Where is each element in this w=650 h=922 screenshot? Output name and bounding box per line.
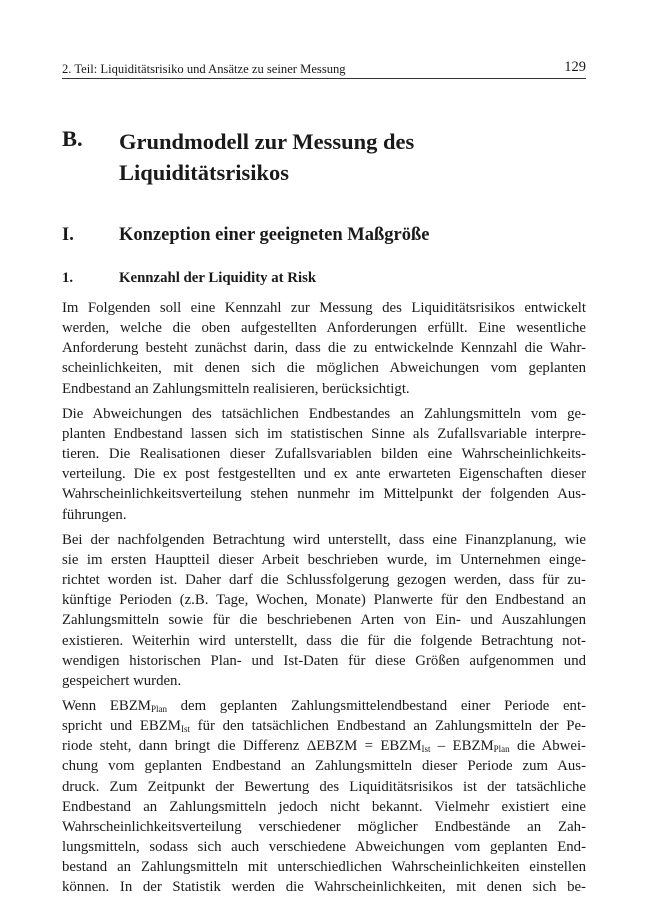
- text-run: dem geplanten Zahlungsmittelendbestand einer Periode ent-: [166, 697, 586, 714]
- text-line: Wahrscheinlichkeitsverteilung verschiedener möglicher Endbestände an Zah-: [62, 818, 586, 835]
- subsection-title: Kennzahl der Liquidity at Risk: [119, 270, 317, 286]
- text-line: chung vom geplanten Endbestand an Zahlungsmitteln dieser Periode zum Aus-: [62, 758, 586, 775]
- text-line: [62, 716, 586, 736]
- running-title: 2. Teil: Liquiditätsrisiko und Ansätze zu seiner Messung: [62, 62, 346, 76]
- paragraph: [62, 298, 586, 399]
- subscript: Ist: [180, 724, 190, 735]
- text-line: scheinlichkeiten, mit denen sich die möglichen Abweichungen vom geplanten: [62, 360, 586, 377]
- page-number: 129: [564, 59, 586, 75]
- subscript: Plan: [150, 703, 167, 714]
- text-line: künftige Perioden (z.B. Tage, Wochen, Monate) Planwerte für den Endbestand an: [62, 592, 586, 609]
- text-line: existieren. Weiterhin wird unterstellt, dass die für die folgende Betrachtung not-: [62, 632, 586, 649]
- paragraph: [62, 530, 586, 691]
- text-line: verteilung. Die ex post festgestellten und ex ante erwarteten Eigenschaften dieser: [62, 466, 586, 483]
- text-line: bestand an Zahlungsmitteln mit unterschiedlichen Wahrscheinlichkeiten einstellen: [62, 859, 586, 876]
- formula-symbol: Wenn EBZM: [62, 697, 151, 714]
- text-run: – EBZM: [430, 738, 494, 755]
- text-run: für den tatsächlichen Endbestand an Zahlungsmitteln der Pe-: [189, 718, 586, 735]
- running-header: [62, 59, 586, 79]
- text-line: druck. Zum Zeitpunkt der Bewertung des Liquiditätsrisikos ist der tatsächliche: [62, 778, 586, 795]
- subsection-number: 1.: [62, 270, 74, 286]
- text-line: richtet worden ist. Daher darf die Schlussfolgerung gezogen werden, dass für zu-: [62, 572, 586, 589]
- chapter-title: [119, 126, 559, 188]
- text-line: Wahrscheinlichkeitsverteilung stehen nunmehr im Mittelpunkt der folgenden Aus-: [62, 486, 586, 503]
- text-run: spricht und EBZM: [62, 718, 181, 735]
- text-line: werden, welche die oben aufgestellten Anforderungen erfüllt. Eine wesentliche: [62, 320, 586, 337]
- text-line: Die Abweichungen des tatsächlichen Endbestandes an Zahlungsmitteln vom ge-: [62, 405, 586, 422]
- text-run: riode steht, dann bringt die Differenz ΔEBZM = EBZM: [62, 738, 422, 755]
- text-line: sie im ersten Hauptteil dieser Arbeit beschrieben wurde, im Unternehmen einge-: [62, 551, 586, 568]
- body-text: [62, 298, 586, 903]
- text-line: Im Folgenden soll eine Kennzahl zur Messung des Liquiditätsrisikos entwickelt: [62, 300, 586, 316]
- text-line: führungen.: [62, 506, 127, 523]
- chapter-number: B.: [62, 126, 83, 151]
- text-line: [62, 696, 586, 716]
- text-line: Endbestand an Zahlungsmitteln realisieren, berücksichtigt.: [62, 380, 410, 397]
- subscript: Ist: [421, 744, 431, 755]
- section-title: Konzeption einer geeigneten Maßgröße: [119, 225, 430, 245]
- chapter-title-line: Grundmodell zur Messung des: [119, 129, 415, 154]
- text-line: Endbestand an Zahlungsmitteln jedoch nicht bekannt. Vielmehr existiert eine: [62, 798, 586, 815]
- text-line: Anforderung besteht zunächst darin, dass die zu entwickelnde Kennzahl die Wahr-: [62, 340, 586, 357]
- section-number: I.: [62, 225, 74, 245]
- text-line: lungsmitteln, sodass sich auch verschiedene Abweichungen vom geplanten End-: [62, 839, 586, 856]
- text-line: wendigen historischen Plan- und Ist-Daten für diese Größen aufgenommen und: [62, 652, 586, 669]
- text-line: tieren. Die Realisationen dieser Zufallsvariablen bilden eine Wahrscheinlichkeits-: [62, 446, 586, 463]
- text-line: gespeichert wurden.: [62, 672, 182, 689]
- paragraph: [62, 696, 586, 898]
- text-line: Zahlungsmitteln sowie für die beschriebenen Arten von Ein- und Auszahlungen: [62, 612, 586, 629]
- text-line: Bei der nachfolgenden Betrachtung wird unterstellt, dass eine Finanzplanung, wie: [62, 531, 586, 548]
- text-run: die Abwei-: [509, 738, 586, 755]
- paragraph: [62, 404, 586, 525]
- text-line: [62, 736, 586, 756]
- text-line: können. In der Statistik werden die Wahrscheinlichkeiten, mit denen sich be-: [62, 879, 586, 896]
- text-line: planten Endbestand lassen sich im statistischen Sinne als Zufallsvariable interpre-: [62, 425, 586, 442]
- chapter-title-line: Liquiditätsrisikos: [119, 160, 290, 185]
- subscript: Plan: [493, 744, 510, 755]
